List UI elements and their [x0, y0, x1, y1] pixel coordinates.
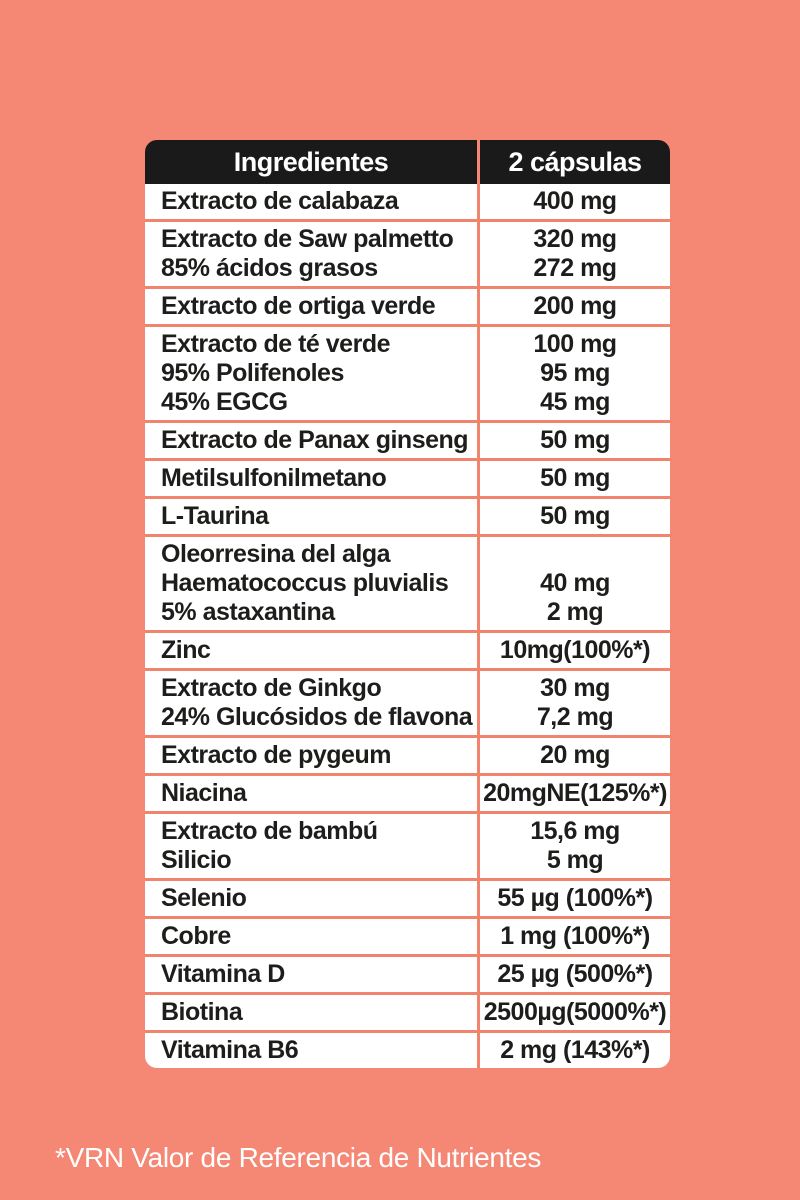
table-row: [145, 630, 670, 668]
table-row: [145, 916, 670, 954]
column-header-ingredients: Ingredientes: [145, 140, 477, 184]
table-row: [145, 534, 670, 630]
ingredient-name-line: L-Taurina: [161, 502, 269, 530]
ingredient-name-cell: [145, 957, 477, 992]
ingredient-name-line: Vitamina B6: [161, 1036, 299, 1064]
table-row: [145, 496, 670, 534]
ingredient-value-cell: [477, 1033, 670, 1068]
table-row: [145, 811, 670, 878]
ingredient-name-line: Zinc: [161, 636, 211, 664]
ingredient-value-line: [480, 540, 670, 569]
ingredient-name-cell: [145, 537, 477, 630]
ingredient-name-line: Extracto de Saw palmetto: [161, 225, 454, 253]
ingredient-name-cell: [145, 671, 477, 735]
vrn-footnote: *VRN Valor de Referencia de Nutrientes: [55, 1142, 542, 1173]
table-row: [145, 773, 670, 811]
supplement-facts-table: [145, 140, 670, 1068]
ingredient-name-line: Haematococcus pluvialis: [161, 569, 449, 597]
ingredient-name-cell: [145, 423, 477, 458]
ingredient-value-cell: [477, 995, 670, 1030]
ingredient-value-line: 50 mg: [540, 464, 610, 492]
table-row: [145, 992, 670, 1030]
ingredient-value-cell: [477, 633, 670, 668]
ingredient-value-line: 25 µg (500%*): [497, 960, 653, 988]
table-row: [145, 735, 670, 773]
ingredient-name-cell: [145, 881, 477, 916]
ingredient-value-line: 320 mg: [533, 225, 617, 253]
ingredient-name-cell: [145, 461, 477, 496]
table-row: [145, 668, 670, 735]
table-body: [145, 184, 670, 1068]
ingredient-value-cell: [477, 776, 670, 811]
ingredient-value-line: 400 mg: [533, 187, 617, 215]
ingredient-value-line: 100 mg: [533, 330, 617, 358]
ingredient-name-cell: [145, 499, 477, 534]
ingredient-value-cell: [477, 814, 670, 878]
table-row: [145, 324, 670, 420]
ingredient-value-cell: [477, 881, 670, 916]
ingredient-value-cell: [477, 289, 670, 324]
ingredient-value-line: 5 mg: [546, 846, 604, 874]
ingredient-name-cell: [145, 327, 477, 420]
ingredient-value-cell: [477, 461, 670, 496]
ingredient-value-line: 1 mg (100%*): [500, 922, 650, 950]
ingredient-value-line: 55 µg (100%*): [497, 884, 653, 912]
table-row: [145, 954, 670, 992]
table-row: [145, 219, 670, 286]
table-row: [145, 458, 670, 496]
ingredient-name-line: Biotina: [161, 998, 243, 1026]
ingredient-value-cell: [477, 957, 670, 992]
table-row: [145, 420, 670, 458]
ingredient-value-cell: [477, 423, 670, 458]
ingredient-name-line: Extracto de ortiga verde: [161, 292, 436, 320]
ingredient-value-line: 200 mg: [533, 292, 617, 320]
ingredient-name-cell: [145, 919, 477, 954]
ingredient-name-line: 85% ácidos grasos: [161, 254, 378, 282]
ingredient-value-line: 15,6 mg: [530, 817, 620, 845]
ingredient-value-cell: [477, 327, 670, 420]
table-row: [145, 286, 670, 324]
ingredient-name-line: Extracto de pygeum: [161, 741, 391, 769]
ingredient-name-line: Metilsulfonilmetano: [161, 464, 387, 492]
ingredient-name-line: Selenio: [161, 884, 247, 912]
ingredient-name-cell: [145, 738, 477, 773]
table-row: [145, 878, 670, 916]
ingredient-name-line: Cobre: [161, 922, 231, 950]
ingredient-value-line: 45 mg: [540, 388, 610, 416]
ingredient-value-cell: [477, 184, 670, 219]
ingredient-value-cell: [477, 738, 670, 773]
ingredient-name-line: Extracto de té verde: [161, 330, 390, 358]
ingredient-value-line: 30 mg: [540, 674, 610, 702]
ingredient-name-line: 45% EGCG: [161, 388, 288, 416]
ingredient-value-line: 2 mg: [546, 598, 604, 626]
ingredient-name-line: Vitamina D: [161, 960, 285, 988]
ingredient-name-line: Oleorresina del alga: [161, 540, 390, 568]
ingredient-value-line: 20 mg: [540, 741, 610, 769]
ingredient-name-cell: [145, 184, 477, 219]
ingredient-value-line: 95 mg: [540, 359, 610, 387]
ingredient-value-cell: [477, 499, 670, 534]
ingredient-name-cell: [145, 995, 477, 1030]
ingredient-value-line: 40 mg: [540, 569, 610, 597]
ingredient-value-line: 272 mg: [533, 254, 617, 282]
ingredient-name-line: Extracto de calabaza: [161, 187, 399, 215]
ingredient-value-line: 10mg(100%*): [499, 636, 651, 664]
ingredient-name-line: Extracto de bambú: [161, 817, 378, 845]
ingredient-name-line: Niacina: [161, 779, 247, 807]
ingredient-value-line: 50 mg: [540, 426, 610, 454]
ingredient-name-cell: [145, 814, 477, 878]
table-row: [145, 1030, 670, 1068]
column-header-dose: 2 cápsulas: [480, 140, 670, 184]
ingredient-name-cell: [145, 289, 477, 324]
ingredient-name-cell: [145, 222, 477, 286]
table-header-row: [145, 140, 670, 184]
ingredient-value-cell: [477, 919, 670, 954]
ingredient-name-line: 24% Glucósidos de flavona: [161, 703, 473, 731]
ingredient-value-cell: [477, 222, 670, 286]
ingredient-name-line: 95% Polifenoles: [161, 359, 344, 387]
ingredient-value-line: 7,2 mg: [536, 703, 614, 731]
ingredient-value-cell: [477, 537, 670, 630]
ingredient-value-line: 2 mg (143%*): [500, 1036, 650, 1064]
ingredient-value-line: 2500µg(5000%*): [483, 998, 667, 1026]
ingredient-name-cell: [145, 1033, 477, 1068]
ingredient-name-line: Silicio: [161, 846, 232, 874]
ingredient-value-line: 20mgNE(125%*): [483, 779, 667, 807]
ingredient-value-cell: [477, 671, 670, 735]
ingredient-name-line: Extracto de Panax ginseng: [161, 426, 469, 454]
ingredient-name-cell: [145, 633, 477, 668]
ingredient-name-line: Extracto de Ginkgo: [161, 674, 382, 702]
ingredient-name-line: 5% astaxantina: [161, 598, 335, 626]
ingredient-value-line: 50 mg: [540, 502, 610, 530]
table-row: [145, 184, 670, 219]
ingredient-name-cell: [145, 776, 477, 811]
